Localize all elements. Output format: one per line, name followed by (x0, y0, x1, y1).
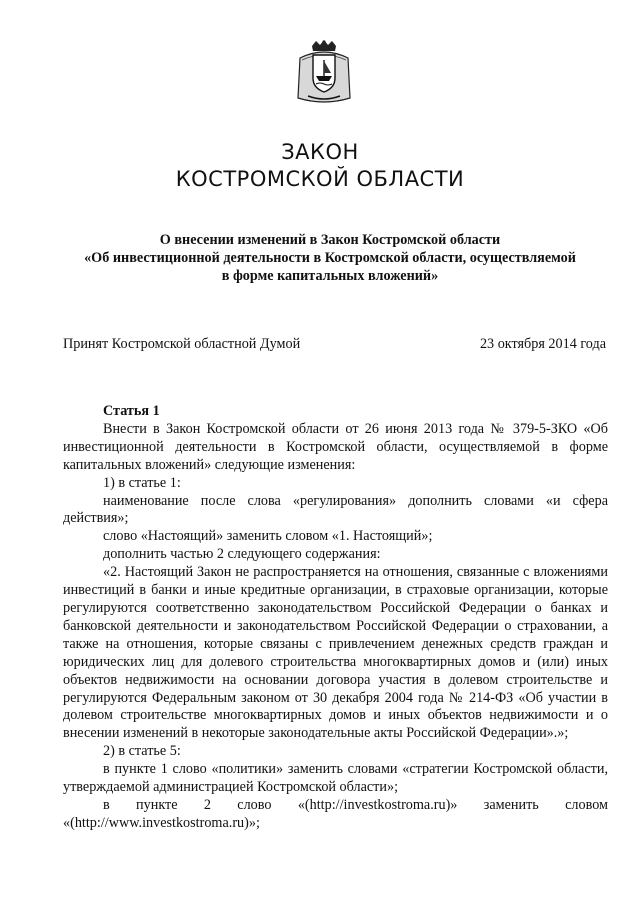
adoption-date: 23 октября 2014 года (479, 336, 606, 352)
body-paragraph: 2) в статье 5: (103, 743, 181, 760)
law-subtitle (60, 231, 600, 285)
body-paragraph: слово «Настоящий» заменить словом «1. Настоящий»; (103, 528, 433, 545)
body-paragraph: дополнить частью 2 следующего содержания: (103, 546, 381, 563)
subtitle-line: О внесении изменений в Закон Костромской области (159, 232, 501, 248)
law-body (63, 403, 608, 833)
body-paragraph: Внести в Закон Костромской области от 26 июня 2013 года № 379-5-ЗКО «Об инвестиционной деятельности в Костромской области, осуществляемой в форме капитальных вложений» следующие изменения: (63, 420, 608, 473)
body-paragraph: в пункте 2 слово «(http://investkostroma.ru)» заменить словом «(http://www.investkostroma.ru)»; (63, 796, 608, 831)
body-paragraph: в пункте 1 слово «политики» заменить словами «стратегии Костромской области, утверждаемой администрацией Костромской области»; (63, 761, 608, 796)
subtitle-line: в форме капитальных вложений» (221, 268, 439, 284)
adoption-info (63, 336, 606, 353)
body-paragraph: 1) в статье 1: (103, 474, 181, 491)
coat-of-arms-emblem (296, 40, 352, 106)
article-heading: Статья 1 (103, 403, 160, 419)
subtitle-line: «Об инвестиционной деятельности в Костромской области, осуществляемой (84, 250, 576, 266)
law-title: ЗАКОН (281, 140, 359, 164)
region-title: КОСТРОМСКОЙ ОБЛАСТИ (175, 167, 465, 191)
adopted-by-label: Принят Костромской областной Думой (63, 336, 301, 352)
body-paragraph: наименование после слова «регулирования» дополнить словами «и сфера действия»; (63, 492, 608, 527)
body-paragraph: «2. Настоящий Закон не распространяется на отношения, связанные с вложениями инвестиций в банки и иные кредитные организации, в страховые организации, которые регулируются соответственно законодательством Российской Федерации о банках и банковской деятельности и законодательством Российской Федерации о страховании, а также на отношения, которые связаны с привлечением денежных средств граждан и юридических лиц для долевого строительства многоквартирных домов и (или) иных объектов недвижимости на основании договора участия в долевом строительстве и регулируются Федеральным законом от 30 декабря 2004 года № 214-ФЗ «Об участии в долевом строительстве многоквартирных домов и иных объектов недвижимости и о внесении изменений в некоторые законодательные акты Российской Федерации».»; (63, 564, 608, 742)
